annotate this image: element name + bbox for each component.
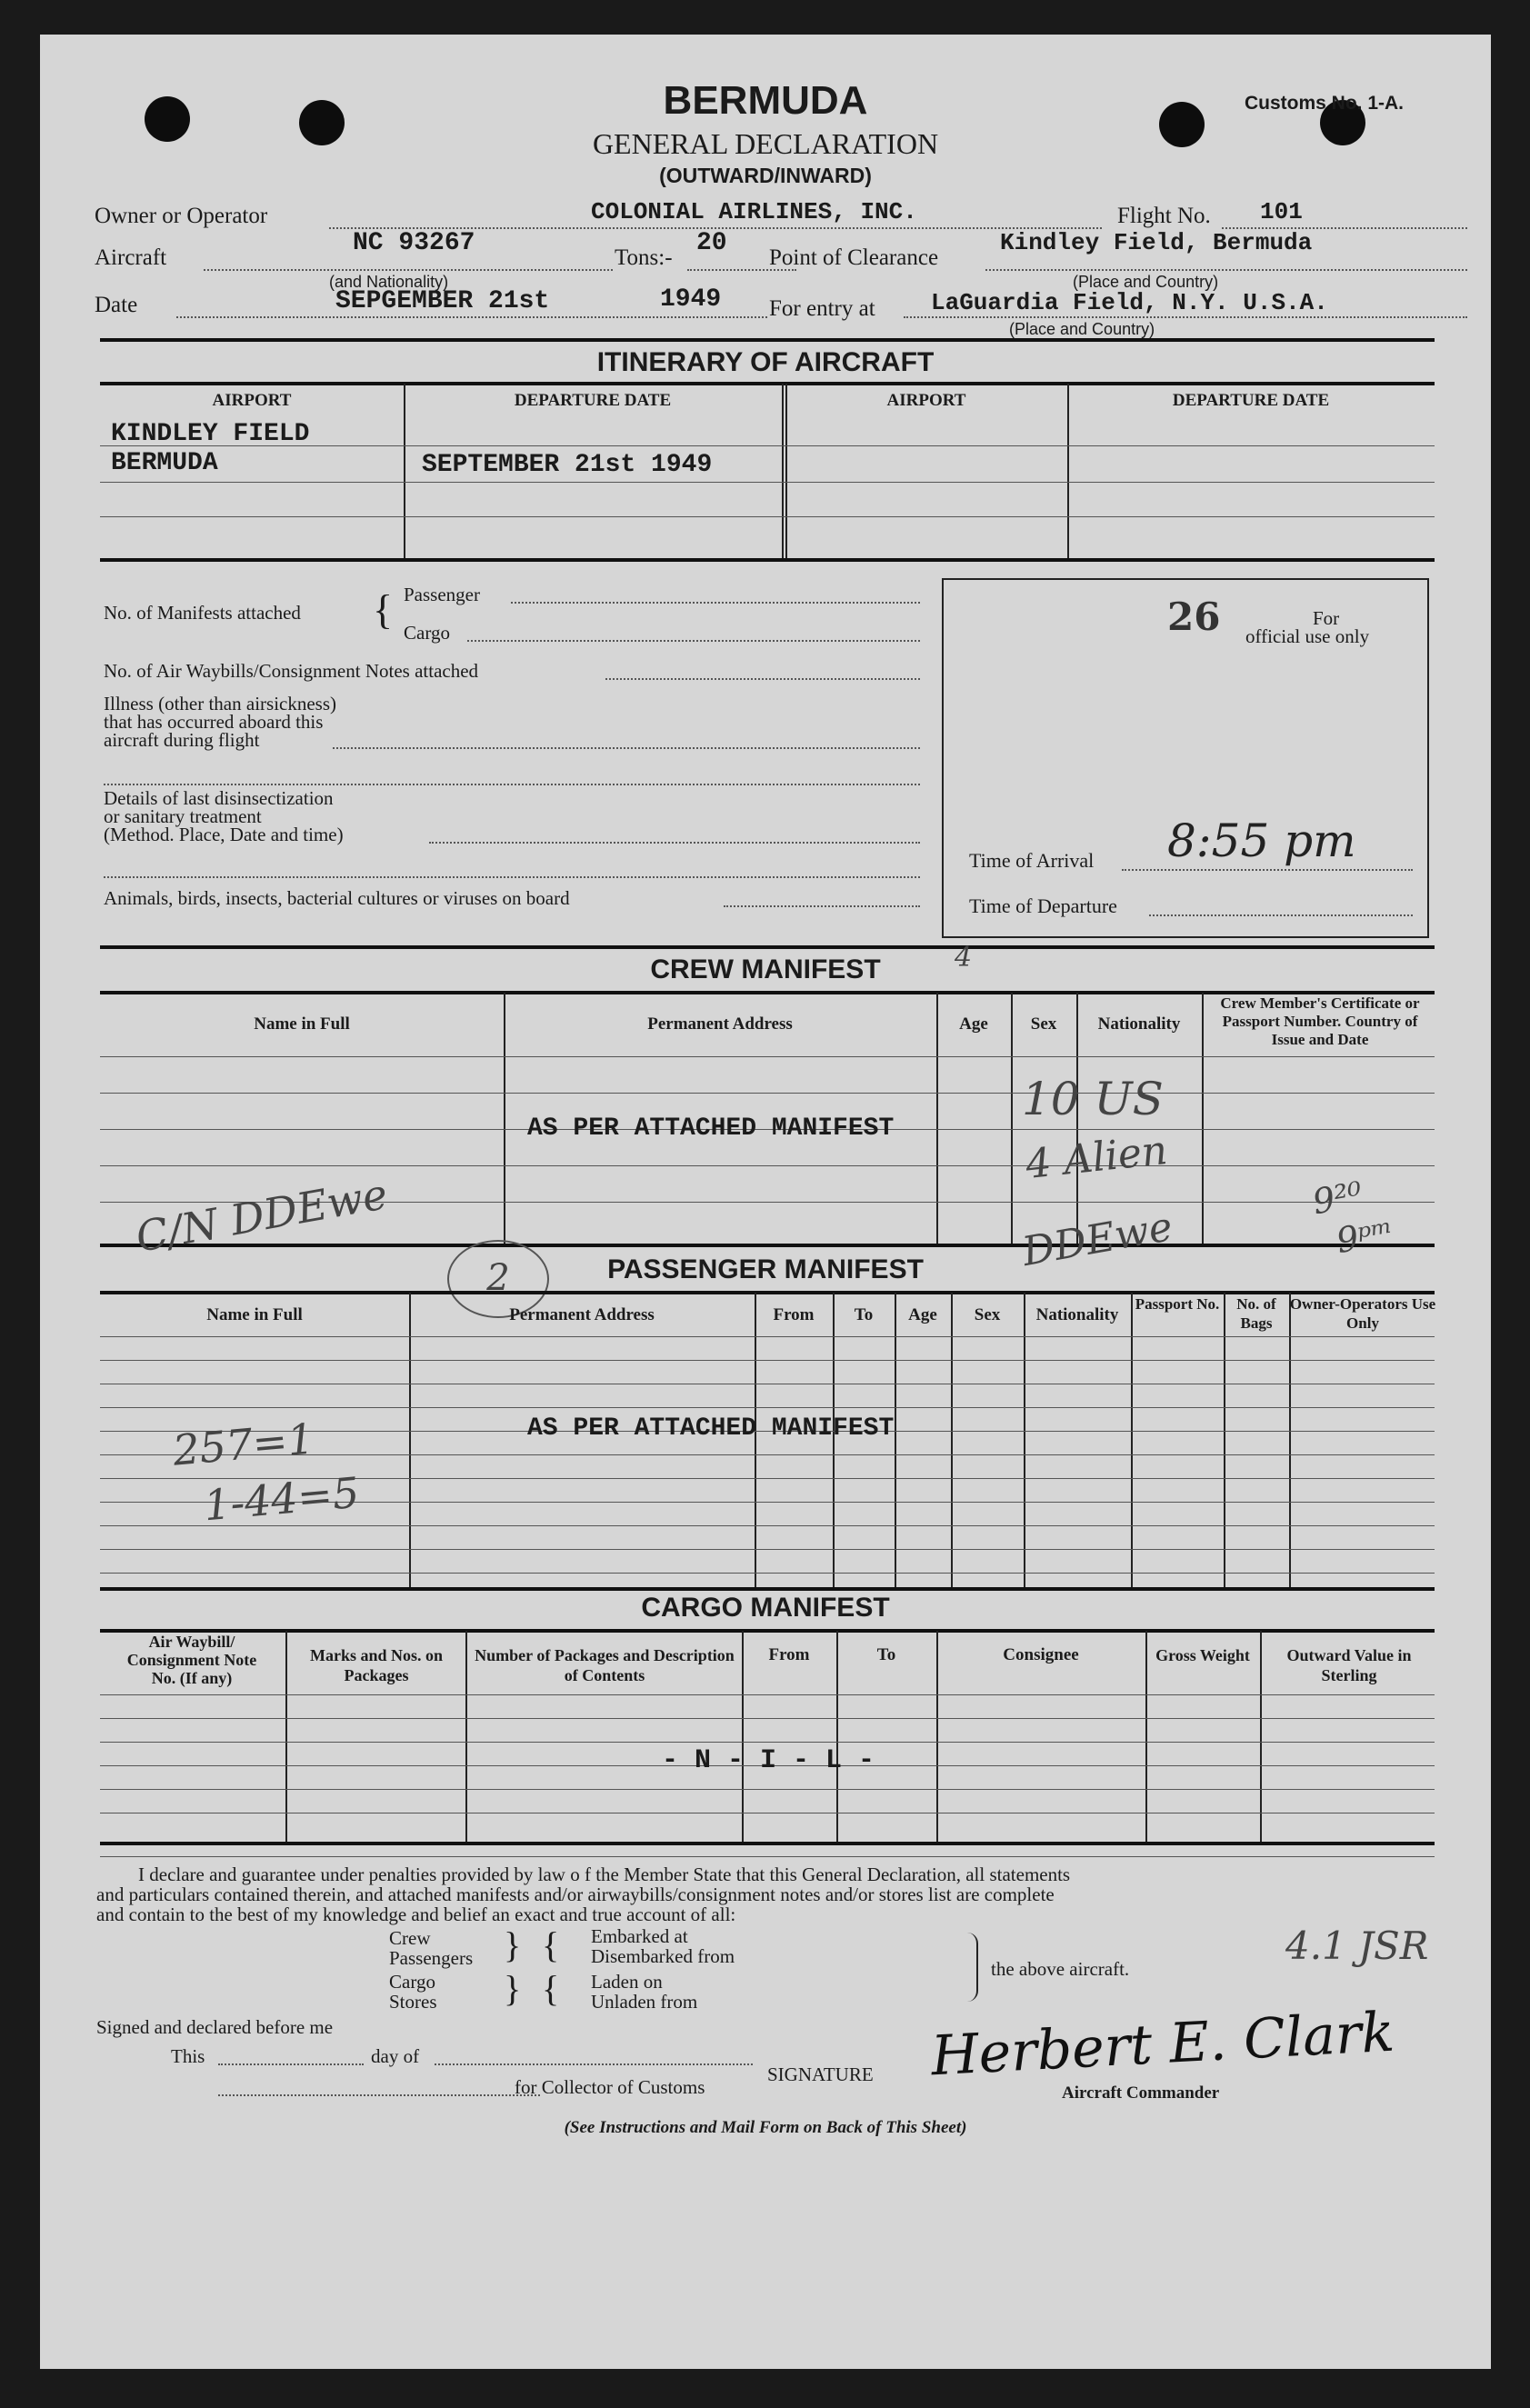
itinerary-header: AIRPORT [886,391,966,410]
flight-value: 101 [1260,198,1303,225]
form-direction: (OUTWARD/INWARD) [659,164,872,187]
date-value: SEPGEMBER 21st [335,287,550,315]
disinsect-label: Details of last disinsectization [104,787,334,809]
crew-note-us: 10 US [1022,1073,1164,1125]
itinerary-airport-line1: KINDLEY FIELD [111,420,310,448]
declaration-item: Passengers [389,1947,474,1969]
entry-value: LaGuardia Field, N.Y. U.S.A. [931,289,1328,316]
this-label: This [171,2045,205,2067]
passenger-header: Passport No. [1135,1295,1220,1313]
form-code: Customs No. 1-A. [1245,93,1405,114]
cargo-header: To [876,1645,896,1664]
declaration-item: Unladen from [591,1991,698,2013]
date-label: Date [95,293,138,317]
signed-label: Signed and declared before me [96,2016,334,2038]
crew-note-sig: DDEwe [1018,1203,1176,1276]
itinerary-header: DEPARTURE DATE [514,391,672,410]
declaration-text: and particulars contained therein, and attached manifests and/or airwaybills/consignment notes and/or stores list are complete [96,1883,1055,1905]
disinsect-label: (Method. Place, Date and time) [104,824,344,845]
passenger-header: No. of Bags [1236,1295,1276,1332]
clearance-sub: (Place and Country) [1073,273,1219,291]
day-label: day of [371,2045,420,2067]
crew-header: Age [959,1014,988,1034]
aircraft-sub: (and Nationality) [329,273,449,291]
illness-label: aircraft during flight [104,729,260,751]
declaration-item: Embarked at [591,1925,688,1947]
owner-value: COLONIAL AIRLINES, INC. [591,198,917,225]
crew-header: Name in Full [254,1014,350,1034]
crew-title: CREW MANIFEST [650,954,881,984]
signature-label: SIGNATURE [767,2063,874,2085]
form-subtitle: GENERAL DECLARATION [592,127,939,160]
cargo-header: Outward Value in Sterling [1286,1646,1412,1684]
owner-label: Owner or Operator [95,204,268,228]
official-number: 26 [1167,595,1221,639]
official-label: official use only [1245,625,1370,647]
arrival-label: Time of Arrival [969,849,1095,872]
passenger-label: Passenger [404,584,480,605]
passenger-header: To [854,1305,874,1324]
official-label: For [1313,607,1340,629]
form-title: BERMUDA [663,78,868,123]
arrival-value: 8:55 pm [1167,814,1356,867]
illness-label: Illness (other than airsickness) [104,693,337,714]
tons-value: 20 [696,229,727,257]
itinerary-title: ITINERARY OF AIRCRAFT [596,347,935,377]
year-value: 1949 [660,285,722,314]
aircraft-value: NC 93267 [353,229,475,257]
itinerary-header: DEPARTURE DATE [1172,391,1330,410]
passenger-header: Age [908,1305,937,1324]
passenger-header: Nationality [1035,1305,1119,1324]
crew-note-time: 9ᵖᵐ [1333,1211,1397,1262]
signature-value: Herbert E. Clark [929,2000,1396,2089]
departure-label: Time of Departure [969,894,1117,917]
illness-label: that has occurred aboard this [104,711,324,733]
itinerary-departure: SEPTEMBER 21st 1949 [422,451,713,479]
passenger-header: Owner-Operators Use Only [1289,1295,1436,1332]
declaration-item: Laden on [591,1971,663,1993]
crew-body: AS PER ATTACHED MANIFEST [527,1114,895,1143]
passenger-note: 1-44=5 [201,1467,362,1531]
entry-sub: (Place and Country) [1009,320,1155,338]
manifests-label: No. of Manifests attached [104,602,301,624]
flight-label: Flight No. [1117,204,1211,228]
entry-label: For entry at [769,296,875,321]
crew-header: Permanent Address [647,1014,793,1034]
declaration-text: I declare and guarantee under penalties provided by law o f the Member State that this General Declaration, all statements [138,1863,1071,1885]
crew-note-alien: 4 Alien [1023,1126,1170,1189]
passenger-header: Sex [974,1305,1001,1324]
disinsect-label: or sanitary treatment [104,805,262,827]
commander-label: Aircraft Commander [1062,2083,1220,2103]
declaration-form: BERMUDA GENERAL DECLARATION (OUTWARD/INWARD) Customs No. 1-A. Owner or Operator COLONIAL AIRLINES, INC. Flight No. 101 Aircraft NC 93267 (and Nationality) Tons:- 20 Point of Clearance Kindley Field, Bermuda (Place and Country) Date SEPGEMBER 21st 1949 For entry at LaGuardia Field, N.Y. U.S.A. (Place and Country) ITINERARY OF AIRCRAFT AIRPORT DEPARTURE DATE AIRPORT DEPARTURE DATE KINDLEY FIELD BERMUDA SEPTEMBER 21st 1949 No. of Manifests attached { Passenger Cargo No. of Air Waybills/Consignment Notes attached Illness (other than airsickness) that has occurred aboard this aircraft during flight Details of last disinsectization or sanitary treatment (Method. Place, Date and time) Animals, birds, insects, bacterial cultures or viruses on board 26 For official use only Time of Arrival 8:55 pm Time of Departure CREW MANIFEST 4 Name in Full Permanent Address Age Sex Nationality Crew Member's Certificate or Passport Number. Country of Issue and Date AS PER ATTACHED MANIFEST 10 US 4 Alien C/N DDEwe DDEwe 9²⁰ 9ᵖᵐ PASSENGER MANIFEST 2 Name in Full Permanent Address From To Age Sex Nationality Passport No. No. of Bags Owner-Operators Use Only AS PER ATTACHED MANIFEST 257=1 1-44=5 CARGO MANIFEST Air Waybill/ Consignment Note No. (If any) Marks and Nos. on Packages Number of Packages and Description of Contents From To Consignee Gross Weight Outward Value in Sterling - N - I - L - I declare and guarantee under penalties provided by law o f the Member State that this General Declaration, all statements and particulars contained therein, and attached manifests and/or airwaybills/consignment notes and/or stores list are complete and contain to the best of my knowledge and belief an exact and true account of all: Crew Passengers Cargo Stores } } { { Embarked at Disembarked from Laden on Unladen from the above aircraft. 4.1 JSR Signed and declared before me This day of for Collector of Customs SIGNATURE Herbert E. Clark Aircraft Commander (See Instructions and Mail Form on Back of This Sheet) [40,35,1491,2369]
tons-label: Tons:- [615,245,673,270]
passenger-body: AS PER ATTACHED MANIFEST [527,1414,895,1443]
declaration-text: and contain to the best of my knowledge and belief an exact and true account of all: [96,1903,736,1925]
cargo-header: Marks and Nos. on Packages [309,1646,444,1684]
aircraft-label: Aircraft [95,245,167,270]
cargo-header: Consignee [1003,1645,1079,1664]
declaration-aircraft: the above aircraft. [991,1958,1130,1980]
passenger-header: Name in Full [206,1305,303,1324]
itinerary-airport-line2: BERMUDA [111,449,218,477]
footer-note: (See Instructions and Mail Form on Back of This Sheet) [564,2118,967,2137]
passenger-title: PASSENGER MANIFEST [607,1254,924,1284]
cargo-header: Air Waybill/ Consignment Note No. (If any) [126,1633,257,1687]
brace: { [373,586,394,633]
cargo-header: Gross Weight [1155,1646,1250,1664]
cargo-title: CARGO MANIFEST [641,1593,890,1623]
passenger-header: From [773,1305,815,1324]
crew-title-note: 4 [955,942,973,974]
crew-note-cn: C/N DDEwe [132,1169,392,1262]
animals-label: Animals, birds, insects, bacterial cultures or viruses on board [104,887,570,909]
passenger-note: 257=1 [170,1414,316,1475]
clearance-value: Kindley Field, Bermuda [1000,229,1313,256]
crew-header: Sex [1030,1014,1057,1034]
itinerary-header: AIRPORT [212,391,292,410]
cargo-body: - N - I - L - [662,1745,875,1776]
declaration-item: Crew [389,1927,431,1949]
declaration-initials: 4.1 JSR [1285,1923,1429,1968]
crew-header: Crew Member's Certificate or Passport Number. Country of Issue and Date [1220,994,1420,1048]
waybills-label: No. of Air Waybills/Consignment Notes attached [104,660,479,682]
declaration-item: Stores [389,1991,437,2013]
cargo-header: From [768,1645,810,1664]
clearance-label: Point of Clearance [769,245,939,270]
crew-header: Nationality [1097,1014,1181,1034]
cargo-header: Number of Packages and Description of Contents [475,1646,735,1684]
cargo-label: Cargo [404,622,450,644]
crew-note-time: 9²⁰ [1309,1174,1366,1223]
declaration-item: Cargo [389,1971,435,1993]
passenger-circled-note: 2 [447,1240,549,1318]
passenger-header: Permanent Address [509,1305,655,1324]
declaration-item: Disembarked from [591,1945,735,1967]
collector-label: for Collector of Customs [515,2076,705,2098]
